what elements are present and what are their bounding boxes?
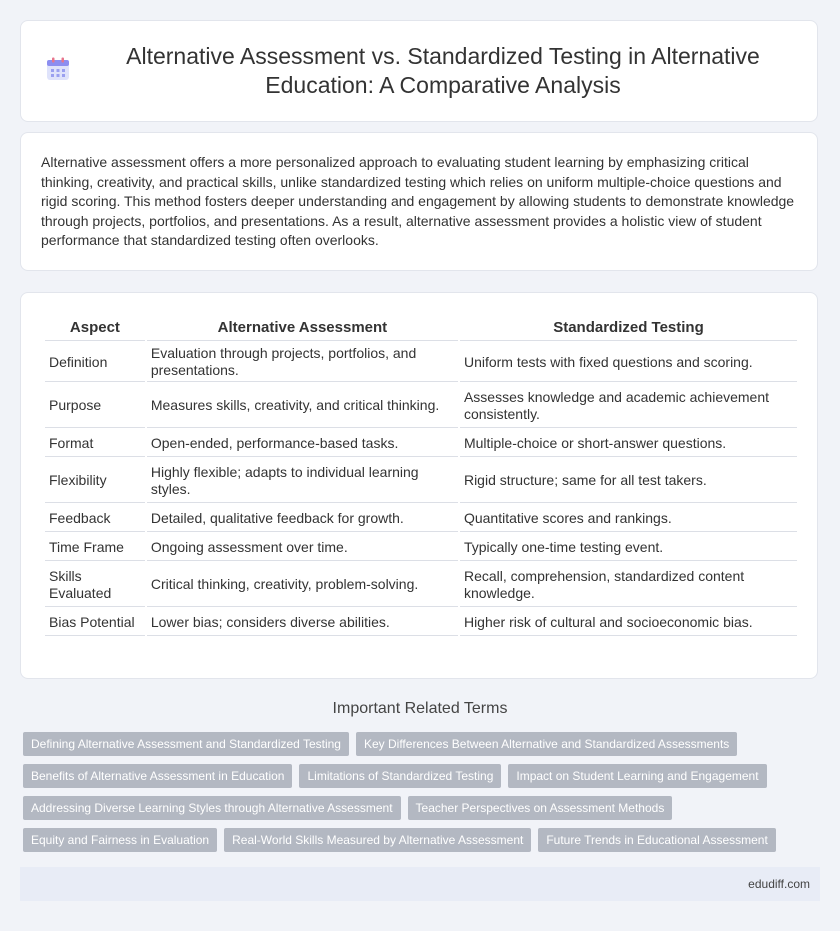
table-row — [45, 609, 797, 636]
table-row — [45, 459, 797, 503]
title-card — [20, 20, 818, 122]
table-row — [45, 343, 797, 382]
column-header-standardized: Standardized Testing — [460, 315, 797, 341]
related-term-tag[interactable]: Limitations of Standardized Testing — [299, 764, 501, 788]
table-row — [45, 430, 797, 457]
related-term-tag[interactable]: Key Differences Between Alternative and Standardized Assessments — [356, 732, 737, 756]
related-term-tag[interactable]: Addressing Diverse Learning Styles through Alternative Assessment — [23, 796, 401, 820]
related-term-tag[interactable]: Impact on Student Learning and Engagement — [508, 764, 766, 788]
page-title: Alternative Assessment vs. Standardized Testing in Alternative Education: A Comparative Analysis — [126, 43, 760, 98]
related-terms-list — [23, 732, 823, 852]
related-term-tag[interactable]: Future Trends in Educational Assessment — [538, 828, 775, 852]
table-cell: Highly flexible; adapts to individual learning styles. — [147, 459, 458, 503]
related-terms-title: Important Related Terms — [332, 700, 508, 717]
table-cell: Uniform tests with fixed questions and scoring. — [460, 343, 797, 382]
table-cell: Lower bias; considers diverse abilities. — [147, 609, 458, 636]
table-cell: Definition — [45, 343, 145, 382]
table-cell: Bias Potential — [45, 609, 145, 636]
table-cell: Detailed, qualitative feedback for growth. — [147, 505, 458, 532]
related-term-tag[interactable]: Teacher Perspectives on Assessment Methods — [408, 796, 673, 820]
related-term-tag[interactable]: Real-World Skills Measured by Alternative Assessment — [224, 828, 531, 852]
related-term-tag[interactable]: Defining Alternative Assessment and Standardized Testing — [23, 732, 349, 756]
related-term-tag[interactable]: Benefits of Alternative Assessment in Education — [23, 764, 292, 788]
table-cell: Critical thinking, creativity, problem-solving. — [147, 563, 458, 607]
column-header-alternative: Alternative Assessment — [147, 315, 458, 341]
table-cell: Purpose — [45, 384, 145, 428]
table-cell: Measures skills, creativity, and critical thinking. — [147, 384, 458, 428]
table-cell: Assesses knowledge and academic achievement consistently. — [460, 384, 797, 428]
table-cell: Recall, comprehension, standardized content knowledge. — [460, 563, 797, 607]
table-row — [45, 384, 797, 428]
table-cell: Skills Evaluated — [45, 563, 145, 607]
table-header-row — [45, 315, 797, 341]
table-cell: Multiple-choice or short-answer questions. — [460, 430, 797, 457]
table-cell: Feedback — [45, 505, 145, 532]
footer-site-link[interactable]: edudiff.com — [748, 877, 810, 891]
calendar-icon — [45, 56, 79, 87]
table-cell: Evaluation through projects, portfolios, and presentations. — [147, 343, 458, 382]
column-header-aspect: Aspect — [45, 315, 145, 341]
table-row — [45, 534, 797, 561]
table-cell: Open-ended, performance-based tasks. — [147, 430, 458, 457]
comparison-table — [43, 313, 799, 638]
table-cell: Higher risk of cultural and socioeconomic bias. — [460, 609, 797, 636]
table-cell: Format — [45, 430, 145, 457]
intro-card — [20, 132, 818, 271]
intro-paragraph: Alternative assessment offers a more personalized approach to evaluating student learning by emphasizing critical thinking, creativity, and practical skills, unlike standardized testing which relies on uniform multiple-choice questions and rigid scoring. This method fosters deeper understanding and engagement by allowing students to demonstrate knowledge through projects, portfolios, and presentations. As a result, alternative assessment provides a holistic view of student performance that standardized testing often overlooks. — [41, 154, 795, 248]
table-cell: Typically one-time testing event. — [460, 534, 797, 561]
table-cell: Quantitative scores and rankings. — [460, 505, 797, 532]
related-term-tag[interactable]: Equity and Fairness in Evaluation — [23, 828, 217, 852]
table-cell: Ongoing assessment over time. — [147, 534, 458, 561]
comparison-card — [20, 292, 818, 679]
footer — [20, 867, 820, 901]
table-row — [45, 505, 797, 532]
table-cell: Flexibility — [45, 459, 145, 503]
table-row — [45, 563, 797, 607]
table-cell: Rigid structure; same for all test takers. — [460, 459, 797, 503]
table-cell: Time Frame — [45, 534, 145, 561]
